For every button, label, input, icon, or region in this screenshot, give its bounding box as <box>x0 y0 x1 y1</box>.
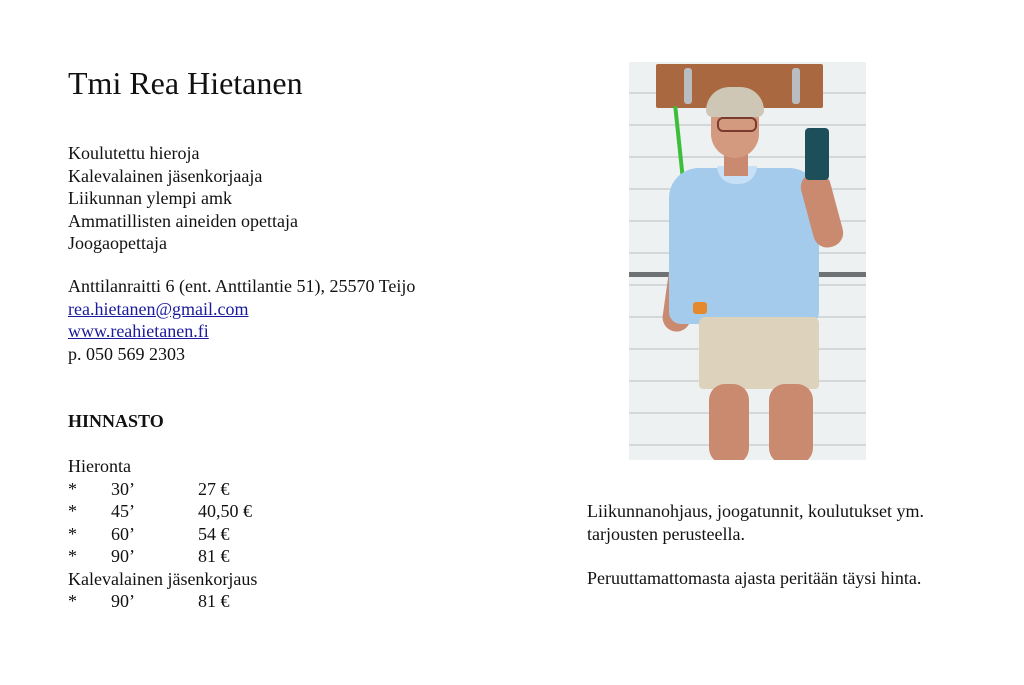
shirt-shape <box>669 168 819 324</box>
portrait-photo <box>629 62 866 460</box>
shorts-shape <box>699 317 819 389</box>
massage-label: Hieronta <box>68 456 131 476</box>
price-list <box>68 455 257 613</box>
price-row <box>68 590 257 613</box>
qualification-item: Ammatillisten aineiden opettaja <box>68 210 298 231</box>
price-row <box>68 523 257 546</box>
price-row <box>68 500 257 523</box>
contact-info <box>68 275 415 365</box>
bullet: * <box>68 523 77 544</box>
qualification-item: Joogaopettaja <box>68 233 167 253</box>
leg-shape <box>709 384 749 460</box>
price: 54 € <box>198 523 230 544</box>
qualification-item: Koulutettu hieroja <box>68 143 200 163</box>
watch-icon <box>693 302 707 314</box>
duration: 45’ <box>111 501 135 521</box>
website-link[interactable]: www.reahietanen.fi <box>68 321 209 341</box>
qualification-item: Liikunnan ylempi amk <box>68 188 232 208</box>
hair-shape <box>706 87 764 117</box>
pricing-heading: HINNASTO <box>68 411 164 431</box>
hook-icon <box>684 68 692 104</box>
price: 81 € <box>198 591 230 611</box>
bullet: * <box>68 546 77 566</box>
leg-shape <box>769 384 813 460</box>
phone-icon <box>805 128 829 180</box>
email-link[interactable]: rea.hietanen@gmail.com <box>68 298 249 319</box>
duration: 30’ <box>111 478 135 499</box>
other-services-note: Liikunnanohjaus, joogatunnit, koulutukset ym. tarjousten perusteella. <box>587 501 924 544</box>
duration: 60’ <box>111 523 135 544</box>
address-text: Anttilanraitti 6 (ent. Anttilantie 51), 25570 Teijo <box>68 276 416 296</box>
page-title: Tmi Rea Hietanen <box>68 65 303 101</box>
price-row <box>68 545 257 568</box>
bullet: * <box>68 478 77 499</box>
phone-text: p. 050 569 2303 <box>68 343 185 364</box>
price: 27 € <box>198 478 230 499</box>
hook-icon <box>792 68 800 104</box>
bullet: * <box>68 501 77 521</box>
price: 81 € <box>198 546 230 566</box>
qualifications-list <box>68 142 298 255</box>
duration: 90’ <box>111 591 135 611</box>
bonesetting-label: Kalevalainen jäsenkorjaus <box>68 568 258 589</box>
cancellation-note: Peruuttamattomasta ajasta peritään täysi hinta. <box>587 568 922 588</box>
qualification-item: Kalevalainen jäsenkorjaaja <box>68 165 263 186</box>
glasses-icon <box>717 117 757 132</box>
price-row <box>68 478 257 501</box>
duration: 90’ <box>111 546 135 566</box>
price: 40,50 € <box>198 501 252 521</box>
bullet: * <box>68 591 77 611</box>
